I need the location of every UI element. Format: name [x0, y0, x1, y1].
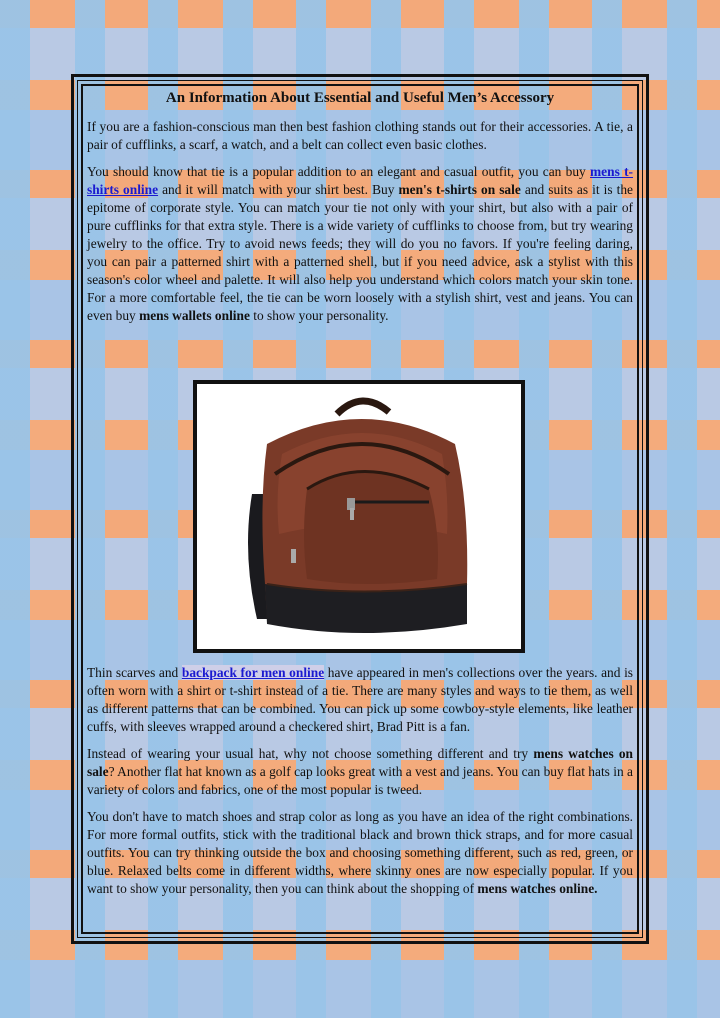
text: and it will match with your shirt best. Buy [158, 182, 399, 197]
text: You don't have to match shoes and strap color as long as you have an idea of the right combinations. For more formal outfits, stick with the traditional black and brown thick straps, and for more casual outfits. You can try thinking outside the box and choosing something different, such as red, green, or blue. Relaxed belts come in different widths, where skinny ones are now especially popular. If you want to show your personality, then you can think about the shopping of [87, 809, 633, 896]
paragraph-scarves [87, 664, 633, 736]
bold-mens-watches-online: mens watches online. [477, 881, 598, 896]
bold-mens-watches-sale: mens watches on sale [87, 746, 634, 779]
page-title: An Information About Essential and Useful Men’s Accessory [165, 90, 555, 106]
text: have appeared in men's collections over the years. and is often worn with a shirt or t-shirt instead of a tie. There are many styles and ways to tie them, as well as different patterns that can be combined. You can pick up some cowboy-style elements, like leather cuffs, with sleeves wrapped around a checkered shirt, Brad Pitt is a fan. [87, 665, 633, 734]
link-backpack-for-men-online[interactable]: backpack for men online [181, 665, 325, 680]
paragraph-intro: If you are a fashion-conscious man then best fashion clothing stands out for their accessories. A tie, a pair of cufflinks, a scarf, a watch, and a belt can collect even basic clothes. [87, 119, 633, 152]
backpack-illustration [197, 384, 521, 649]
text: Thin scarves and [87, 665, 182, 680]
bold-mens-wallets-online: mens wallets online [139, 308, 250, 323]
text: Instead of wearing your usual hat, why not choose something different and try [87, 746, 534, 761]
text: to show your personality. [249, 308, 389, 323]
paragraph-belts [87, 808, 633, 898]
text: ? Another flat hat known as a golf cap looks great with a vest and jeans. You can buy flat hats in a variety of colors and fabrics, one of the most popular is tweed. [87, 764, 633, 797]
text: and suits as it is the epitome of corporate style. You can match your tie not only with your shirt, but also with a pair of pure cufflinks for that extra style. There is a wide variety of cufflinks to choose from, but try wearing jewelry to the office. Try to avoid news feeds; they will do you no favors. If you're feeling daring, you can pair a patterned shirt with a patterned shell, but if you need advice, ask a stylist with this season's color wheel and palette. It will also help you understand which colors match your skin tone. For a more comfortable feel, the tie can be worn loosely with a stylish shirt, vest and jeans. You can even buy [87, 182, 633, 323]
text: You should know that tie is a popular addition to an elegant and casual outfit, you can buy [87, 164, 591, 179]
link-mens-tshirts-online[interactable]: mens t-shirts online [87, 164, 633, 197]
article-bottom [87, 664, 633, 907]
article-top [87, 88, 633, 334]
paragraph-ties [87, 163, 633, 325]
paragraph-hats [87, 745, 633, 799]
bold-mens-tshirts-sale: men's t-shirts on sale [398, 182, 521, 197]
backpack-image [193, 380, 525, 653]
